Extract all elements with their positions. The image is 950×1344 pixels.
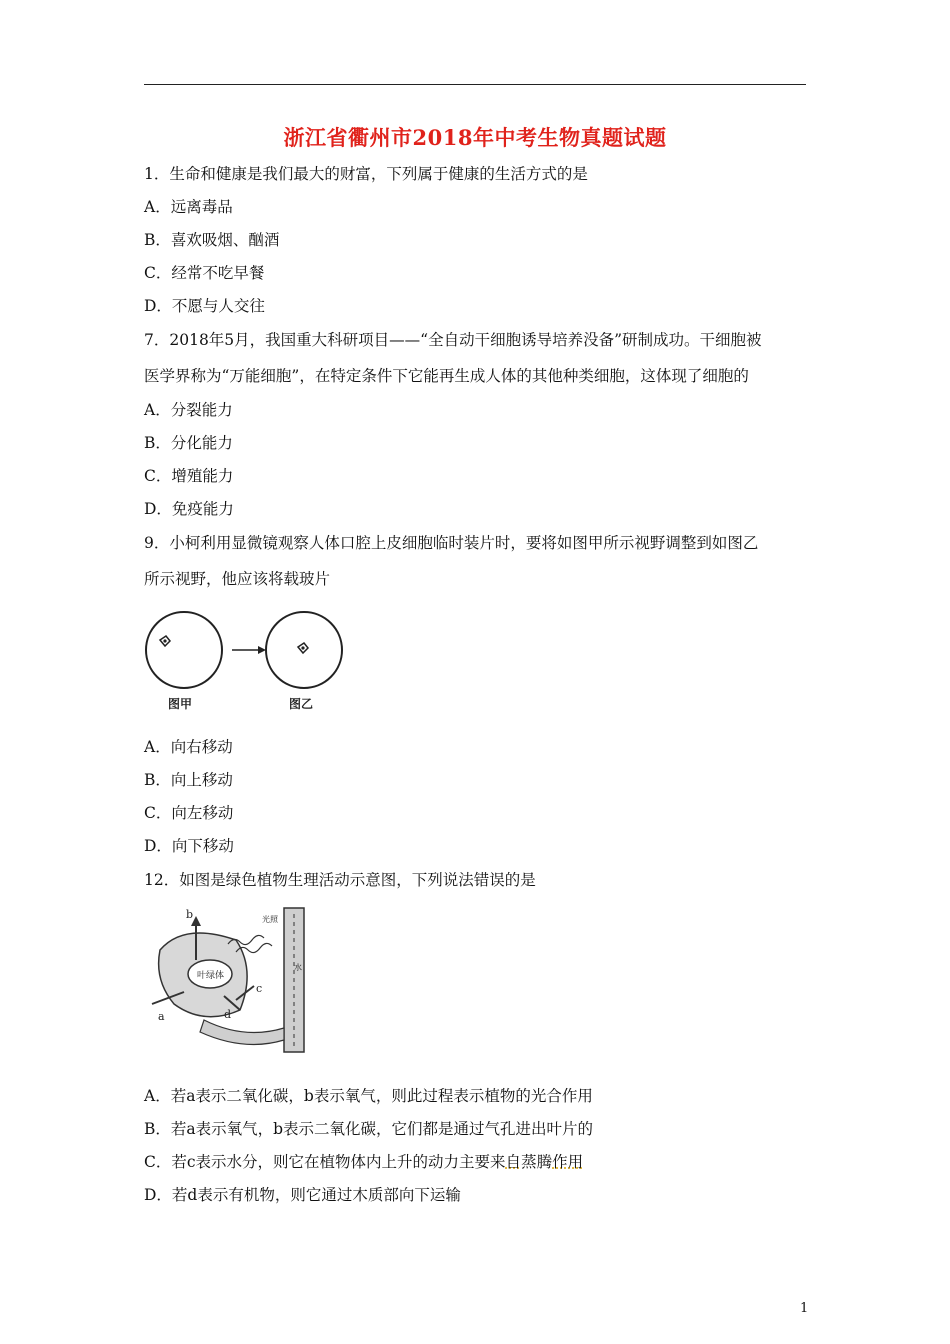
figure-label-right: 图乙 xyxy=(289,697,314,711)
q12-option-c-after: 作用 xyxy=(552,1153,584,1171)
figure-label-left: 图甲 xyxy=(168,697,193,711)
q1-option-c: C．经常不吃早餐 xyxy=(144,264,265,282)
q9-option-c: C．向左移动 xyxy=(144,804,234,822)
leaf-petiole xyxy=(200,1020,284,1045)
cell-right-nucleus xyxy=(301,646,304,649)
q9-option-d: D．向下移动 xyxy=(144,837,234,855)
microscope-field-figure xyxy=(144,600,358,718)
q9-stem-line2: 所示视野，他应该将载玻片 xyxy=(144,570,331,588)
q12-option-c-mark: 自 xyxy=(505,1153,522,1171)
q1-option-b: B．喜欢吸烟、酗酒 xyxy=(144,231,280,249)
q9-stem-line1: 9．小柯利用显微镜观察人体口腔上皮细胞临时装片时，要将如图甲所示视野调整到如图乙 xyxy=(144,534,759,552)
q1-option-d: D．不愿与人交往 xyxy=(144,297,265,315)
q7-option-a: A．分裂能力 xyxy=(144,401,233,419)
label-b: b xyxy=(186,908,194,921)
label-c: c xyxy=(256,982,263,995)
chloroplast-label: 叶绿体 xyxy=(197,971,225,981)
plant-physiology-figure xyxy=(144,900,316,1060)
q7-option-c: C．增殖能力 xyxy=(144,467,234,485)
q12-option-a: A．若a表示二氧化碳，b表示氧气，则此过程表示植物的光合作用 xyxy=(144,1087,593,1105)
q7-stem-line2: 医学界称为“万能细胞”，在特定条件下它能再生成人体的其他种类细胞，这体现了细胞的 xyxy=(144,367,749,385)
q9-option-b: B．向上移动 xyxy=(144,771,233,789)
q12-option-c-before: C．若c表示水分，则它在植物体内上升的动力主要来 xyxy=(144,1153,506,1171)
field-left-circle xyxy=(146,612,222,688)
q12-option-b: B．若a表示氧气，b表示二氧化碳，它们都是通过气孔进出叶片的 xyxy=(144,1120,594,1138)
q1-option-a: A．远离毒品 xyxy=(144,198,233,216)
q7-option-d: D．免疫能力 xyxy=(144,500,234,518)
label-a: a xyxy=(158,1010,165,1023)
water-label: 水 xyxy=(294,963,302,972)
label-d: d xyxy=(224,1008,232,1021)
q1-stem: 1．生命和健康是我们最大的财富，下列属于健康的生活方式的是 xyxy=(144,165,588,183)
header-rule xyxy=(144,84,806,85)
q12-option-c-mid: 蒸腾 xyxy=(521,1153,553,1171)
page-title: 浙江省衢州市2018年中考生物真题试题 xyxy=(283,125,667,150)
q7-option-b: B．分化能力 xyxy=(144,434,233,452)
arrow-head xyxy=(258,646,266,654)
q12-option-c xyxy=(144,1152,583,1172)
cell-left-nucleus xyxy=(163,639,166,642)
page-number: 1 xyxy=(800,1301,809,1316)
q7-stem-line1: 7．2018年5月，我国重大科研项目——“全自动干细胞诱导培养没备”研制成功。干细胞被 xyxy=(144,331,762,349)
q12-option-d: D．若d表示有机物，则它通过木质部向下运输 xyxy=(144,1186,461,1204)
field-right-circle xyxy=(266,612,342,688)
q9-option-a: A．向右移动 xyxy=(144,738,233,756)
q12-stem: 12．如图是绿色植物生理活动示意图，下列说法错误的是 xyxy=(144,871,536,889)
light-label: 光照 xyxy=(262,915,278,924)
